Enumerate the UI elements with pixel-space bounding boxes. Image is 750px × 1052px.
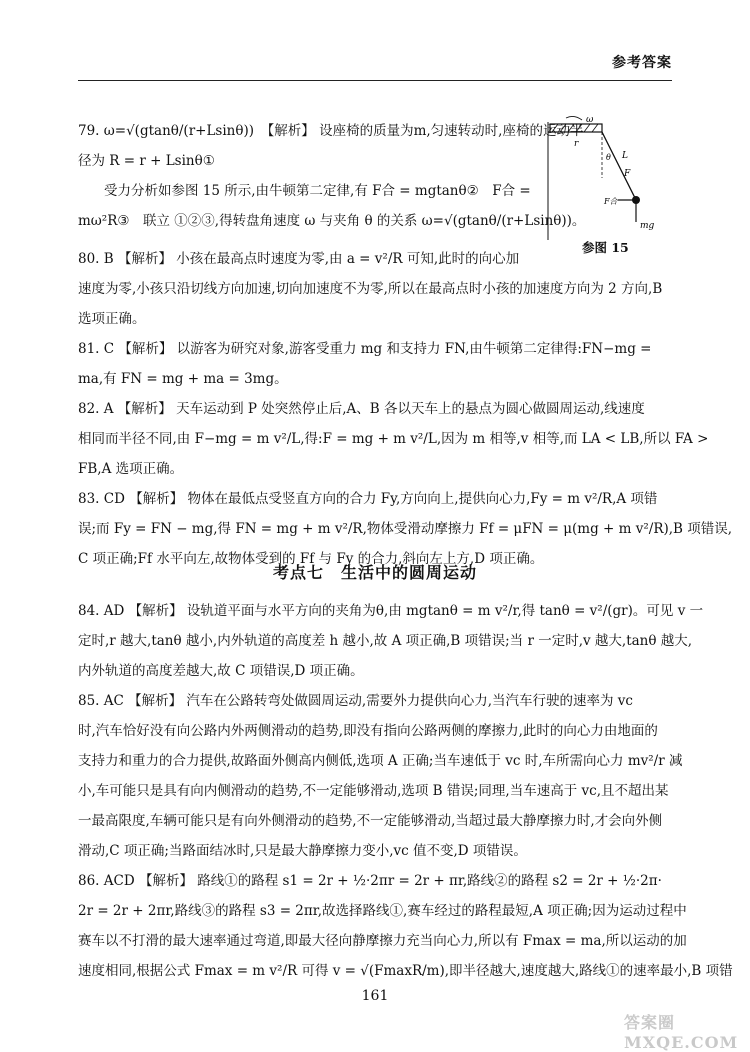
text-line: mω²R③ 联立 ①②③,得转盘角速度 ω 与夹角 θ 的关系 ω=√(gtanθ/(r+Lsinθ))。 xyxy=(78,213,586,229)
text-line: 误;而 Fy = FN − mg,得 FN = mg + m v²/R,物体受滑动摩擦力 Ff = μFN = μ(mg + m v²/R),B 项错误, xyxy=(78,521,733,537)
text-line: C 项正确;Ff 水平向左,故物体受到的 Ff 与 Fy 的合力,斜向左上方,D 项正确。 xyxy=(78,551,544,567)
header-divider xyxy=(78,80,672,81)
text-line: 83. CD 【解析】 物体在最低点受竖直方向的合力 Fy,方向向上,提供向心力,Fy = m v²/R,A 项错 xyxy=(78,491,658,507)
text-line: 相同而半径不同,由 F−mg = m v²/L,得:F = mg + m v²/L,因为 m 相等,v 相等,而 LA < LB,所以 FA > xyxy=(78,431,709,447)
text-line: 85. AC 【解析】 汽车在公路转弯处做圆周运动,需要外力提供向心力,当汽车行驶的速率为 vc xyxy=(78,693,633,709)
hatching xyxy=(552,124,598,132)
watermark: 答案圈 MXQE.COM xyxy=(624,1013,739,1052)
text-line: 81. C 【解析】 以游客为研究对象,游客受重力 mg 和支持力 FN,由牛顿第二定律得:FN−mg = xyxy=(78,341,652,357)
text-line: 滑动,C 项正确;当路面结冰时,只是最大静摩擦力变小,vc 值不变,D 项错误。 xyxy=(78,843,527,859)
text-line: 一最高限度,车辆可能只是有向外侧滑动的趋势,不一定能够滑动,当超过最大静摩擦力时,才会向外侧 xyxy=(78,813,663,829)
section-title: 考点七 生活中的圆周运动 xyxy=(272,563,477,582)
text-line: 内外轨道的高度差越大,故 C 项错误,D 项正确。 xyxy=(78,663,364,679)
text-line: 支持力和重力的合力提供,故路面外侧高内侧低,选项 A 正确;当车速低于 vc 时,车所需向心力 mv²/r 减 xyxy=(78,753,683,769)
text-line: 时,汽车恰好没有向公路内外两侧滑动的趋势,即没有指向公路两侧的摩擦力,此时的向心力由地面的 xyxy=(78,723,658,739)
text-line: 定时,r 越大,tanθ 越小,内外轨道的高度差 h 越小,故 A 项正确,B 项错误;当 r 一定时,v 越大,tanθ 越大, xyxy=(78,633,693,649)
l-label: L xyxy=(622,151,628,161)
answers-80-83 xyxy=(78,244,733,574)
f-label: F xyxy=(624,169,631,179)
text-line: 速度相同,根据公式 Fmax = m v²/R 可得 v = √(FmaxR/m),即半径越大,速度越大,路线①的速率最小,B 项错 xyxy=(78,963,733,979)
answers-84-86 xyxy=(78,596,733,986)
text-line: ma,有 FN = mg + ma = 3mg。 xyxy=(78,371,288,387)
text-line: 小,车可能只是具有向内侧滑动的趋势,不一定能够滑动,选项 B 错误;同理,当车速高于 vc,且不超出某 xyxy=(78,783,669,799)
rope-line xyxy=(602,132,636,200)
text-line: 速度为零,小孩只沿切线方向加速,切向加速度不为零,所以在最高点时小孩的加速度方向为 2 方向,B xyxy=(78,281,663,297)
page-number: 161 xyxy=(361,988,389,1004)
text-line: FB,A 选项正确。 xyxy=(78,461,184,477)
text-line: 79. ω=√(gtanθ/(r+Lsinθ)) 【解析】 设座椅的质量为m,匀速转动时,座椅的运动半 xyxy=(78,123,584,139)
page-header: 参考答案 xyxy=(612,55,672,71)
text-line: 赛车以不打滑的最大速率通过弯道,即最大径向静摩擦力充当向心力,所以有 Fmax = ma,所以运动的加 xyxy=(78,933,687,949)
rotation-arrow xyxy=(566,116,582,120)
figure-caption: 参图 15 xyxy=(582,240,629,255)
answer-79 xyxy=(78,116,586,236)
turntable-bar xyxy=(550,124,602,132)
text-line: 径为 R = r + Lsinθ① xyxy=(78,153,215,169)
text-line: 80. B 【解析】 小孩在最高点时速度为零,由 a = v²/R 可知,此时的向心加 xyxy=(78,251,520,267)
theta-label: θ xyxy=(606,153,611,162)
r-label: r xyxy=(574,139,579,149)
text-line: 受力分析如参图 15 所示,由牛顿第二定律,有 F合 = mgtanθ② F合 = xyxy=(104,183,531,199)
f-net-label: F合 xyxy=(604,197,618,206)
text-line: 82. A 【解析】 天车运动到 P 处突然停止后,A、B 各以天车上的悬点为圆心做圆周运动,线速度 xyxy=(78,401,645,417)
figure-15 xyxy=(546,115,676,240)
text-line: 选项正确。 xyxy=(78,311,146,327)
mg-label: mg xyxy=(640,221,655,231)
text-line: 2r = 2r + 2πr,路线③的路程 s3 = 2πr,故选择路线①,赛车经过的路程最短,A 项正确;因为运动过程中 xyxy=(78,903,687,919)
omega-label: ω xyxy=(586,115,594,125)
seat-mass xyxy=(632,196,640,204)
text-line: 86. ACD 【解析】 路线①的路程 s1 = 2r + ½·2πr = 2r + πr,路线②的路程 s2 = 2r + ½·2π· xyxy=(78,873,662,889)
text-line: 84. AD 【解析】 设轨道平面与水平方向的夹角为θ,由 mgtanθ = m v²/r,得 tanθ = v²/(gr)。可见 v 一 xyxy=(78,603,704,619)
